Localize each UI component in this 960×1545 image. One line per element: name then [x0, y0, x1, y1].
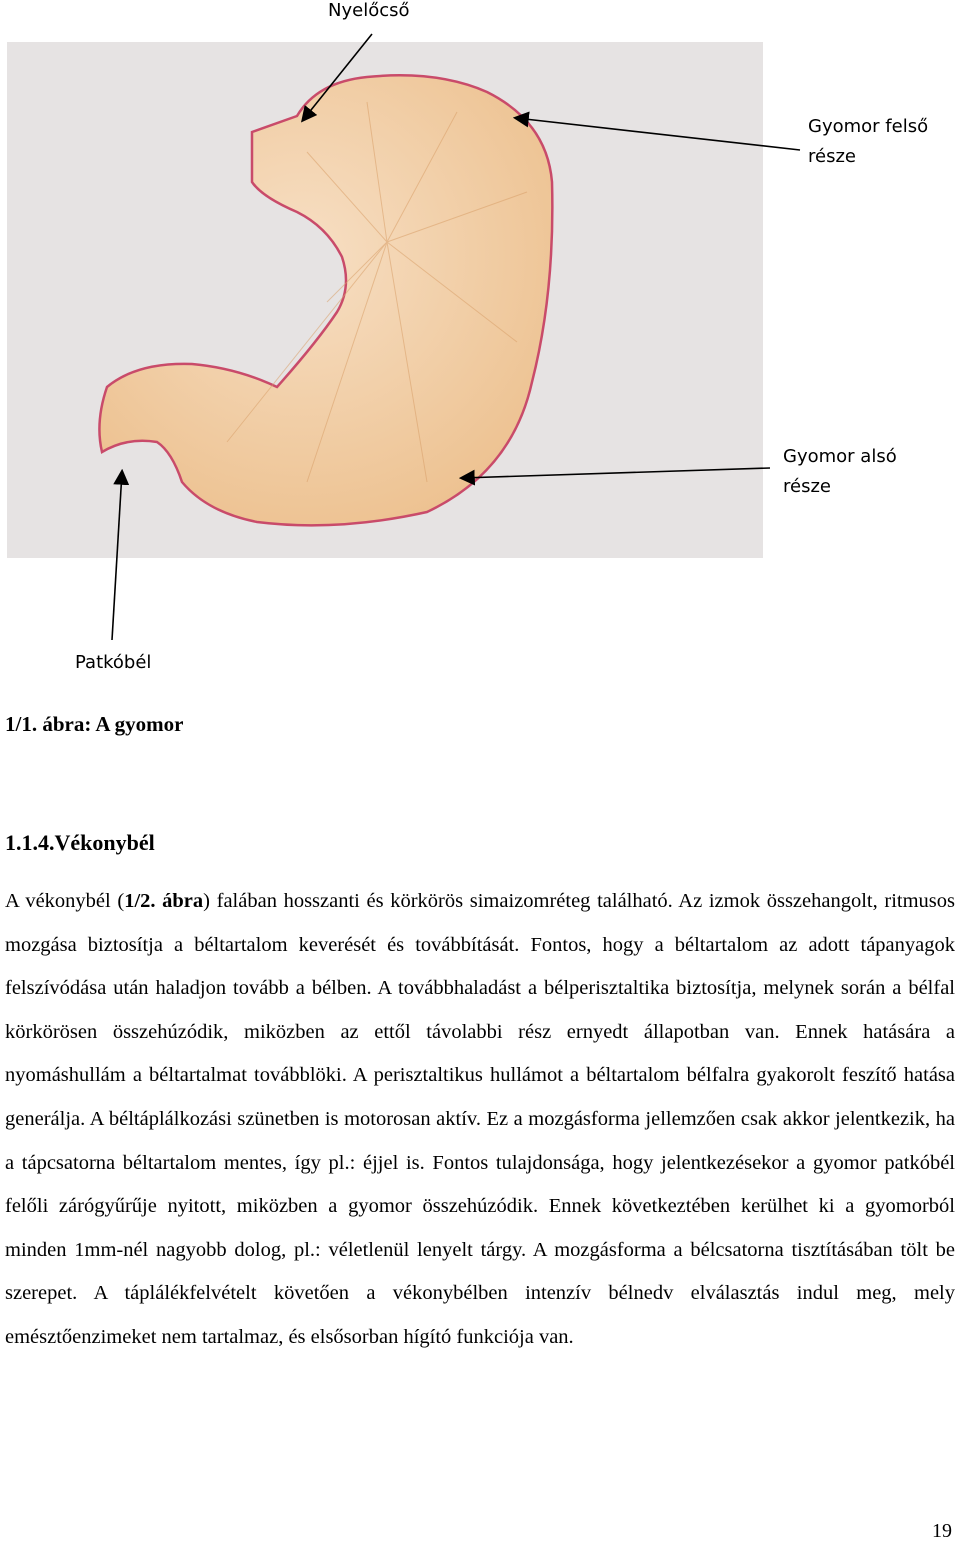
label-esophagus: Nyelőcső — [328, 0, 410, 21]
body-paragraph — [5, 880, 955, 1360]
paragraph-lead: A vékonybél ( — [5, 890, 125, 912]
section-title: 1.1.4.Vékonybél — [5, 830, 155, 855]
label-upper-stomach: Gyomor felső része — [808, 116, 929, 167]
stomach-shape — [99, 75, 552, 525]
label-duodenum: Patkóbél — [75, 652, 152, 673]
figure-reference[interactable]: 1/2. ábra — [124, 890, 204, 912]
page-number: 19 — [932, 1520, 952, 1542]
paragraph-text: ) falában hosszanti és körkörös simaizomréteg található. Az izmok összehangolt, ritmusos mozgása biztosítja a béltartalom keverését és továbbítását. Fontos, hogy a béltartalom az adott tápanyagok felszívódása után haladjon tovább a bélben. A továbbhaladást a bélperisztaltika biztosítja, melynek során a bélfal körkörösen összehúzódik, miközben az ettől távolabbi rész ernyedt állapotban van. Ennek hatására a nyomáshullám a béltartalmat továbblöki. A perisztaltikus hullámot a béltartalom bélfalra gyakorolt feszítő hatása generálja. A béltáplálkozási szünetben is motorosan aktív. Ez a mozgásforma jellemzően csak akkor jelentkezik, ha a tápcsatorna béltartalom mentes, így pl.: éjjel is. Fontos tulajdonsága, hogy jelentkezésekor a gyomor patkóbél felőli zárógyűrűje nyitott, miközben a gyomor összehúzódik. Ennek következtében kerülhet ki a gyomorból minden 1mm-nél nagyobb dolog, pl.: véletlenül lenyelt tárgy. A mozgásforma a bélcsatorna tisztításában tölt be szerepet. A táplálékfelvételt követően a vékonybélben intenzív bélnedv elválasztás indul meg, mely emésztőenzimeket nem tartalmaz, és elsősorban hígító funkciója van. — [5, 890, 955, 1348]
stomach-photo — [7, 42, 763, 558]
label-lower-stomach: Gyomor alsó része — [783, 446, 897, 497]
figure-caption: 1/1. ábra: A gyomor — [5, 712, 184, 736]
